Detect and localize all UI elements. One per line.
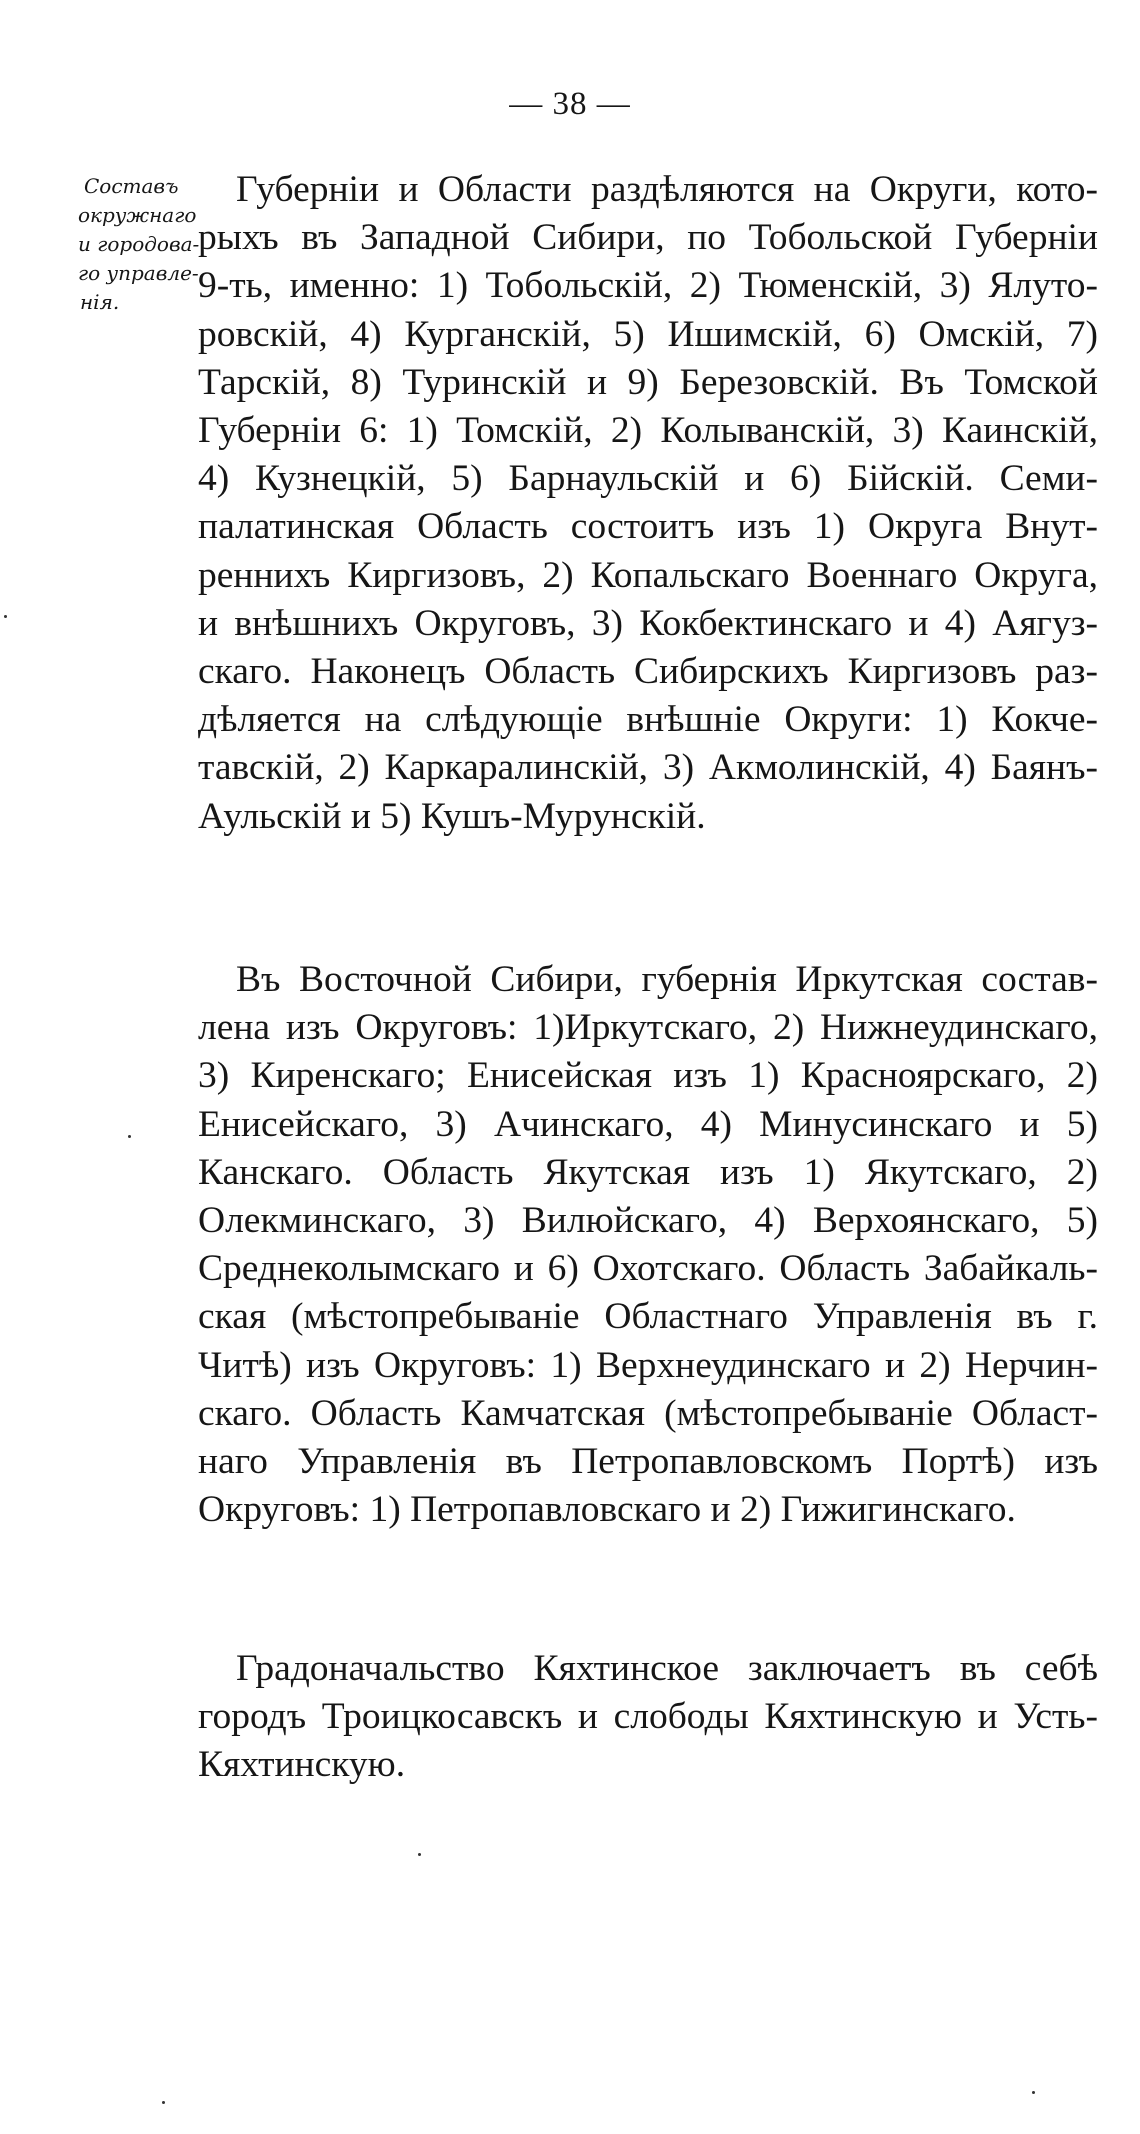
text-line: и внѣшнихъ Округовъ, 3) Кокбектинскаго и 4) Аягуз- [198, 602, 1098, 644]
scan-speck [162, 2101, 165, 2104]
text-line: скаго. Область Камчатская (мѣстопребываніе Област- [198, 1392, 1098, 1434]
text-line: дѣляется на слѣдующіе внѣшніе Округи: 1) Кокче- [198, 699, 1098, 741]
text-line: скаго. Наконецъ Область Сибирскихъ Киргизовъ раз- [198, 651, 1098, 693]
text-line: Губерніи 6: 1) Томскій, 2) Колыванскій, 3) Каинскій, [198, 410, 1098, 452]
scan-speck [4, 615, 7, 618]
paragraph-kyakhta [198, 1645, 1098, 1790]
text-line: 4) Кузнецкій, 5) Барнаульскій и 6) Бійскій. Семи- [198, 458, 1098, 500]
margin-note-line: нія. [80, 290, 120, 314]
text-line: Въ Восточной Сибири, губернія Иркутская состав- [236, 959, 1098, 1000]
paragraph-eastern-siberia [198, 956, 1098, 1534]
text-line: реннихъ Киргизовъ, 2) Копальскаго Военнаго Округа, [198, 554, 1098, 596]
text-line: 9-ть, именно: 1) Тобольскій, 2) Тюменскій, 3) Ялуто- [198, 265, 1098, 307]
text-line: рыхъ въ Западной Сибири, по Тобольской Губерніи [198, 217, 1098, 259]
text-line: Среднеколымскаго и 6) Охотскаго. Область Забайкаль- [198, 1248, 1098, 1290]
text-line: Енисейскаго, 3) Ачинскаго, 4) Минусинскаго и 5) [198, 1103, 1098, 1145]
text-line: ровскій, 4) Курганскій, 5) Ишимскій, 6) Омскій, 7) [198, 313, 1098, 355]
text-line: Олекминскаго, 3) Вилюйскаго, 4) Верхоянскаго, 5) [198, 1200, 1098, 1242]
text-line: 3) Киренскаго; Енисейская изъ 1) Красноярскаго, 2) [198, 1055, 1098, 1097]
text-line: палатинская Область состоитъ изъ 1) Округа Внут- [198, 506, 1098, 548]
text-line: лена изъ Округовъ: 1)Иркутскаго, 2) Нижнеудинскаго, [198, 1007, 1098, 1049]
text-line: Аульскій и 5) Кушъ-Мурунскій. [198, 795, 706, 837]
text-line: ская (мѣстопребываніе Областнаго Управленія въ г. [198, 1296, 1098, 1338]
margin-note-line: Составъ [84, 174, 179, 198]
scan-speck [1032, 2091, 1035, 2094]
margin-note-line: го управле- [78, 261, 199, 285]
paragraph-administrative-districts [198, 166, 1098, 841]
text-line: Губерніи и Области раздѣляются на Округи, кото- [236, 169, 1098, 210]
text-line: тавскій, 2) Каркаралинскій, 3) Акмолинскій, 4) Баянъ- [198, 747, 1098, 789]
text-line: Градоначальство Кяхтинское заключаетъ въ себѣ [236, 1648, 1098, 1689]
text-line: городъ Троицкосавскъ и слободы Кяхтинскую и Усть- [198, 1696, 1098, 1738]
text-line: Кяхтинскую. [198, 1744, 406, 1786]
text-line: Тарскій, 8) Туринскій и 9) Березовскій. Въ Томской [198, 361, 1098, 403]
page-number: — 38 — [509, 86, 631, 122]
scan-speck [128, 1135, 131, 1138]
text-line: Читѣ) изъ Округовъ: 1) Верхнеудинскаго и 2) Нерчин- [198, 1344, 1098, 1386]
text-line: Округовъ: 1) Петропавловскаго и 2) Гижигинскаго. [198, 1489, 1016, 1531]
text-line: Канскаго. Область Якутская изъ 1) Якутскаго, 2) [198, 1151, 1098, 1193]
margin-note-line: окружнаго [78, 203, 197, 227]
margin-note [78, 172, 200, 317]
margin-note-line: и городова- [78, 232, 200, 256]
scan-speck [418, 1853, 421, 1856]
text-line: наго Управленія въ Петропавловскомъ Портѣ) изъ [198, 1441, 1098, 1483]
